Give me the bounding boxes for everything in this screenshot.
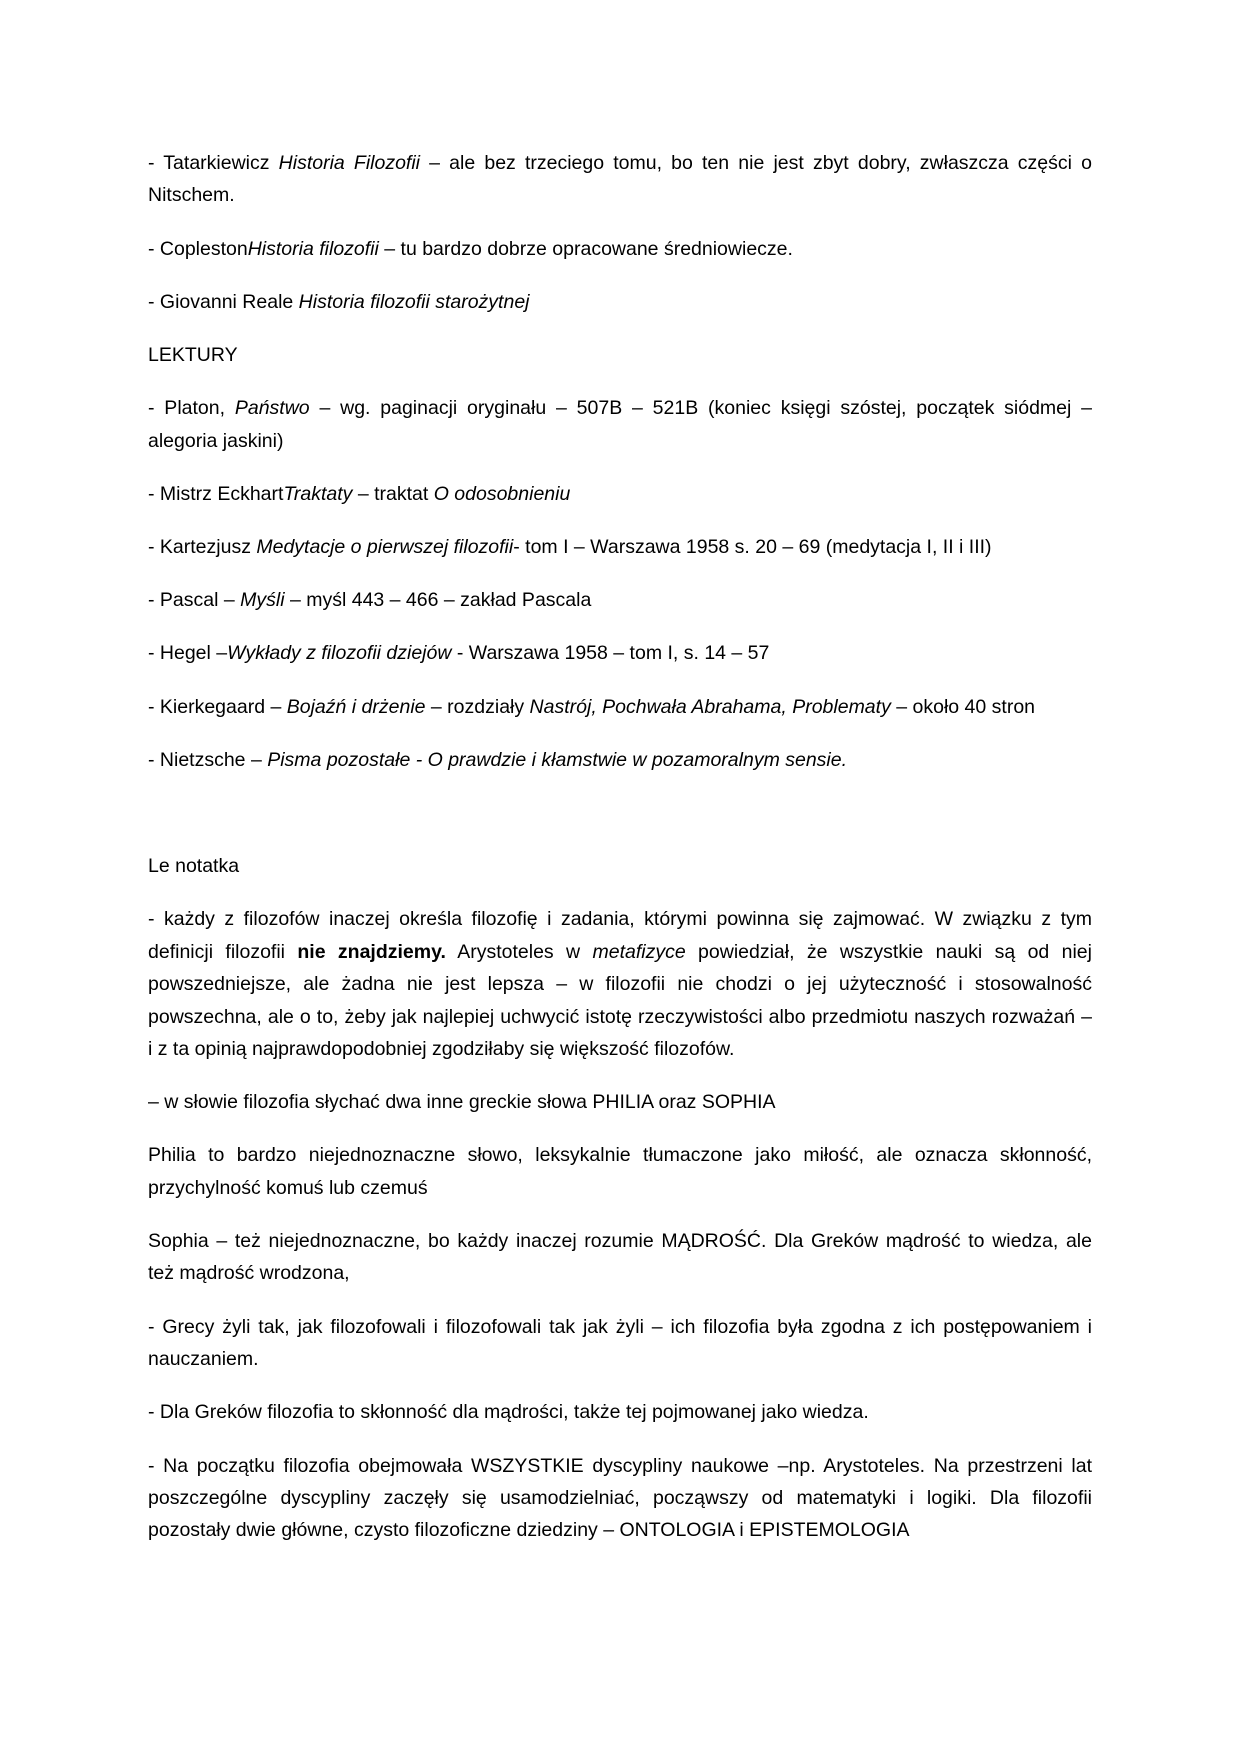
italic-title: metafizyce xyxy=(592,940,686,963)
paragraph xyxy=(148,744,1092,776)
text-run: - Mistrz Eckhart xyxy=(148,482,284,505)
italic-title: Traktaty xyxy=(283,482,353,505)
text-run: - Platon, xyxy=(148,397,235,420)
paragraph xyxy=(148,147,1092,212)
text-run: Sophia – też niejednoznaczne, bo każdy inaczej rozumie MĄDROŚĆ. Dla Greków mądrość to wiedza, ale też mądrość wrodzona, xyxy=(148,1230,1092,1285)
paragraph xyxy=(148,1311,1092,1376)
paragraph xyxy=(148,392,1092,457)
text-run: – tu bardzo dobrze opracowane średniowiecze. xyxy=(378,237,793,260)
text-run: Arystoteles w xyxy=(445,940,593,963)
paragraph xyxy=(148,339,1092,371)
italic-title: Medytacje o pierwszej filozofii xyxy=(256,536,514,559)
text-run: - Grecy żyli tak, jak filozofowali i filozofowali tak jak żyli – ich filozofia była zgodna z ich postępowaniem i nauczaniem. xyxy=(148,1315,1092,1371)
text-run: - Dla Greków filozofia to skłonność dla mądrości, także tej pojmowanej jako wiedza. xyxy=(148,1401,869,1424)
text-run: – rozdziały xyxy=(425,695,530,718)
text-run: - Copleston xyxy=(148,237,248,260)
italic-title: Historia filozofii starożytnej xyxy=(298,290,530,313)
text-run: - Warszawa 1958 – tom I, s. 14 – 57 xyxy=(451,642,770,665)
text-run: - Na początku filozofia obejmowała WSZYSTKIE dyscypliny naukowe –np. Arystoteles. Na przestrzeni lat poszczególne dyscypliny zaczęły się usamodzielniać, począwszy od matematyki i logiki. Dla filozofii pozostały dwie główne, czysto filozoficzne dziedziny – ONTOLOGIA i EPISTEMOLOGIA xyxy=(148,1454,1092,1542)
text-run: – około 40 stron xyxy=(890,695,1036,718)
text-run: - Nietzsche – xyxy=(148,748,268,771)
paragraph xyxy=(148,1450,1092,1547)
italic-title: Pisma pozostałe - O prawdzie i kłamstwie w pozamoralnym sensie. xyxy=(267,748,848,771)
paragraph xyxy=(148,903,1092,1065)
paragraph xyxy=(148,584,1092,616)
italic-title: Wykłady z filozofii dziejów xyxy=(227,642,452,665)
text-run: – w słowie filozofia słychać dwa inne greckie słowa PHILIA oraz SOPHIA xyxy=(148,1091,776,1114)
paragraph xyxy=(148,286,1092,318)
text-run: - Kartezjusz xyxy=(148,536,257,559)
paragraph xyxy=(148,691,1092,723)
paragraph xyxy=(148,1225,1092,1290)
italic-title: Myśli xyxy=(240,589,285,612)
italic-title: Historia filozofii xyxy=(247,237,379,260)
text-run: LEKTURY xyxy=(148,344,238,367)
paragraph xyxy=(148,233,1092,265)
paragraph xyxy=(148,531,1092,563)
paragraph xyxy=(148,1086,1092,1118)
text-run: – traktat xyxy=(352,482,434,505)
document-page xyxy=(148,147,1092,1568)
paragraph xyxy=(148,637,1092,669)
text-run: Le notatka xyxy=(148,855,240,878)
text-run: - Giovanni Reale xyxy=(148,290,299,313)
text-run: Philia to bardzo niejednoznaczne słowo, leksykalnie tłumaczone jako miłość, ale oznacza skłonność, przychylność komuś lub czemuś xyxy=(148,1144,1092,1199)
text-run: - tom I – Warszawa 1958 s. 20 – 69 (medytacja I, II i III) xyxy=(513,536,992,559)
text-run: – ale bez trzeciego tomu, bo ten nie jest zbyt dobry, zwłaszcza części o Nitschem. xyxy=(148,152,1092,207)
text-run: – wg. paginacji oryginału – 507B – 521B (koniec księgi szóstej, początek siódmej – alegoria jaskini) xyxy=(148,397,1093,452)
paragraph xyxy=(148,1139,1092,1204)
text-run: - Pascal – xyxy=(148,589,241,612)
text-run: - Tatarkiewicz xyxy=(148,152,279,174)
empty-paragraph xyxy=(148,797,1092,829)
paragraph xyxy=(148,850,1092,882)
text-run: - Kierkegaard – xyxy=(148,695,287,718)
italic-title: Państwo xyxy=(234,397,310,420)
text-run: - Hegel – xyxy=(148,642,228,665)
paragraph xyxy=(148,478,1092,510)
italic-title: O odosobnieniu xyxy=(433,482,571,505)
bold-text: nie znajdziemy. xyxy=(297,940,446,963)
italic-title: Nastrój, Pochwała Abrahama, Problematy xyxy=(529,695,891,718)
paragraph xyxy=(148,1396,1092,1428)
italic-title: Bojaźń i drżenie xyxy=(286,695,426,718)
text-run: - każdy z filozofów inaczej określa filozofię i zadania, którymi powinna się zajmować. W związku z tym definicji filozofii xyxy=(148,908,1092,963)
text-run: powiedział, że wszystkie nauki są od niej powszedniejsze, ale żadna nie jest lepsza – w filozofii nie chodzi o jej użyteczność i stosowalność powszechna, ale o to, żeby jak najlepiej uchwycić istotę rzeczywistości albo przedmiotu naszych rozważań – i z ta opinią najprawdopodobniej zgodziłaby się większość filozofów. xyxy=(148,940,1092,1061)
italic-title: Historia Filozofii xyxy=(278,152,421,174)
text-run: – myśl 443 – 466 – zakład Pascala xyxy=(284,589,592,612)
